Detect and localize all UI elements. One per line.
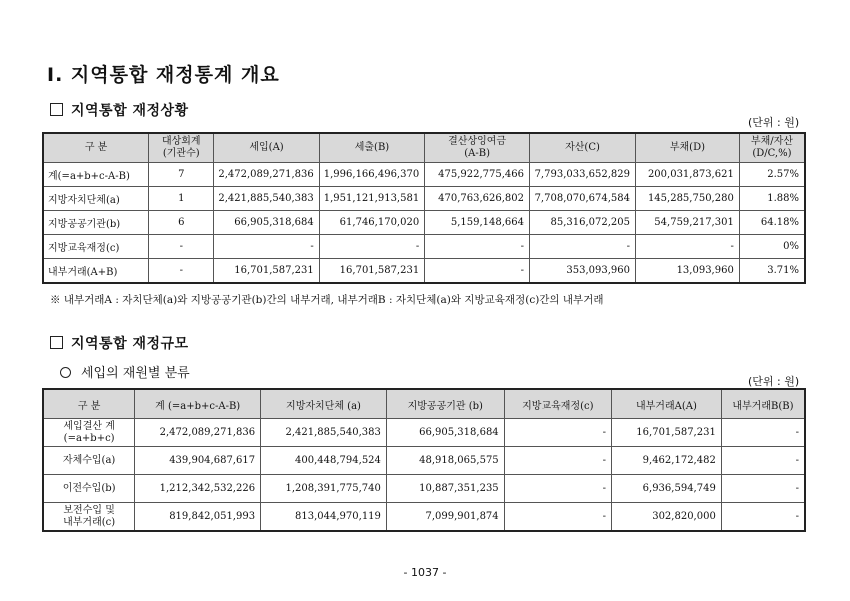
table-header-row — [43, 389, 805, 419]
table-row — [43, 447, 805, 475]
cell: 7,708,070,674,584 — [530, 187, 636, 211]
row-label: 계(=a+b+c-A-B) — [43, 163, 149, 187]
cell: - — [721, 503, 805, 532]
cell: 1,951,121,913,581 — [319, 187, 424, 211]
cell: 16,701,587,231 — [319, 259, 424, 284]
col-header: 세입(A) — [214, 133, 319, 163]
cell: - — [721, 475, 805, 503]
cell: - — [504, 503, 611, 532]
section2-subheading — [60, 362, 190, 381]
page-title: Ⅰ. 지역통합 재정통계 개요 — [47, 64, 280, 86]
table-row — [43, 503, 805, 532]
row-label: 자체수입(a) — [43, 447, 135, 475]
cell: 61,746,170,020 — [319, 211, 424, 235]
checkbox-square-icon — [50, 336, 63, 349]
row-label: 이전수입(b) — [43, 475, 135, 503]
cell: 145,285,750,280 — [636, 187, 740, 211]
section2-heading — [50, 333, 189, 353]
table-header-row — [43, 133, 805, 163]
cell: - — [425, 259, 530, 284]
table-row — [43, 475, 805, 503]
cell: 1,996,166,496,370 — [319, 163, 424, 187]
cell: 6 — [149, 211, 214, 235]
cell: 819,842,051,993 — [135, 503, 261, 532]
col-header: 내부거래B(B) — [721, 389, 805, 419]
col-header: 내부거래A(A) — [612, 389, 722, 419]
table-row — [43, 211, 805, 235]
cell: 475,922,775,466 — [425, 163, 530, 187]
cell: 48,918,065,575 — [386, 447, 504, 475]
table-row — [43, 419, 805, 447]
cell: 2,472,089,271,836 — [214, 163, 319, 187]
col-header: 지방교육재정(c) — [504, 389, 611, 419]
row-label: 세입결산 계 (=a+b+c) — [43, 419, 135, 447]
cell: 7,793,033,652,829 — [530, 163, 636, 187]
col-header: 지방공공기관 (b) — [386, 389, 504, 419]
cell: - — [636, 235, 740, 259]
table-row — [43, 187, 805, 211]
row-label: 내부거래(A+B) — [43, 259, 149, 284]
cell: 66,905,318,684 — [386, 419, 504, 447]
cell: 85,316,072,205 — [530, 211, 636, 235]
cell: 2,421,885,540,383 — [214, 187, 319, 211]
cell: 5,159,148,664 — [425, 211, 530, 235]
cell: 1,208,391,775,740 — [261, 475, 387, 503]
cell: 16,701,587,231 — [612, 419, 722, 447]
col-header: 구 분 — [43, 389, 135, 419]
section1-title: 지역통합 재정상황 — [71, 103, 189, 119]
circle-bullet-icon — [60, 367, 71, 378]
section2-title: 지역통합 재정규모 — [71, 336, 189, 352]
cell: 1.88% — [739, 187, 805, 211]
col-header: 지방자치단체 (a) — [261, 389, 387, 419]
cell: - — [504, 447, 611, 475]
checkbox-square-icon — [50, 103, 63, 116]
cell: 1 — [149, 187, 214, 211]
cell: - — [721, 419, 805, 447]
cell: 2.57% — [739, 163, 805, 187]
cell: - — [214, 235, 319, 259]
row-label: 지방공공기관(b) — [43, 211, 149, 235]
cell: 353,093,960 — [530, 259, 636, 284]
col-header: 구 분 — [43, 133, 149, 163]
cell: 200,031,873,621 — [636, 163, 740, 187]
col-header: 세출(B) — [319, 133, 424, 163]
cell: 13,093,960 — [636, 259, 740, 284]
cell: - — [319, 235, 424, 259]
cell: 64.18% — [739, 211, 805, 235]
table-row — [43, 235, 805, 259]
cell: 7,099,901,874 — [386, 503, 504, 532]
cell: 439,904,687,617 — [135, 447, 261, 475]
row-label: 지방자치단체(a) — [43, 187, 149, 211]
fiscal-status-table — [42, 132, 806, 284]
cell: 813,044,970,119 — [261, 503, 387, 532]
cell: 400,448,794,524 — [261, 447, 387, 475]
cell: - — [149, 235, 214, 259]
cell: 2,472,089,271,836 — [135, 419, 261, 447]
col-header: 부채/자산 (D/C,%) — [739, 133, 805, 163]
cell: - — [721, 447, 805, 475]
section2-subtitle: 세입의 재원별 분류 — [81, 366, 190, 381]
col-header: 부채(D) — [636, 133, 740, 163]
table-row — [43, 163, 805, 187]
col-header: 대상회계 (기관수) — [149, 133, 214, 163]
cell: 2,421,885,540,383 — [261, 419, 387, 447]
cell: 470,763,626,802 — [425, 187, 530, 211]
cell: 9,462,172,482 — [612, 447, 722, 475]
col-header: 계 (=a+b+c-A-B) — [135, 389, 261, 419]
cell: 66,905,318,684 — [214, 211, 319, 235]
row-label: 지방교육재정(c) — [43, 235, 149, 259]
cell: 10,887,351,235 — [386, 475, 504, 503]
col-header: 자산(C) — [530, 133, 636, 163]
section2-unit: (단위 : 원) — [748, 375, 800, 388]
cell: - — [504, 475, 611, 503]
cell: 6,936,594,749 — [612, 475, 722, 503]
cell: 1,212,342,532,226 — [135, 475, 261, 503]
section1-heading — [50, 100, 189, 120]
cell: - — [530, 235, 636, 259]
section1-unit: (단위 : 원) — [748, 116, 800, 129]
table-row — [43, 259, 805, 284]
cell: - — [425, 235, 530, 259]
cell: - — [149, 259, 214, 284]
cell: 54,759,217,301 — [636, 211, 740, 235]
revenue-source-table — [42, 388, 806, 532]
cell: - — [504, 419, 611, 447]
page-number: - 1037 - — [403, 566, 447, 579]
row-label: 보전수입 및 내부거래(c) — [43, 503, 135, 532]
cell: 3.71% — [739, 259, 805, 284]
cell: 0% — [739, 235, 805, 259]
cell: 302,820,000 — [612, 503, 722, 532]
cell: 7 — [149, 163, 214, 187]
footnote: ※ 내부거래A : 자치단체(a)와 지방공공기관(b)간의 내부거래, 내부거래B : 자치단체(a)와 지방교육재정(c)간의 내부거래 — [50, 294, 604, 306]
col-header: 결산상잉여금 (A-B) — [425, 133, 530, 163]
cell: 16,701,587,231 — [214, 259, 319, 284]
